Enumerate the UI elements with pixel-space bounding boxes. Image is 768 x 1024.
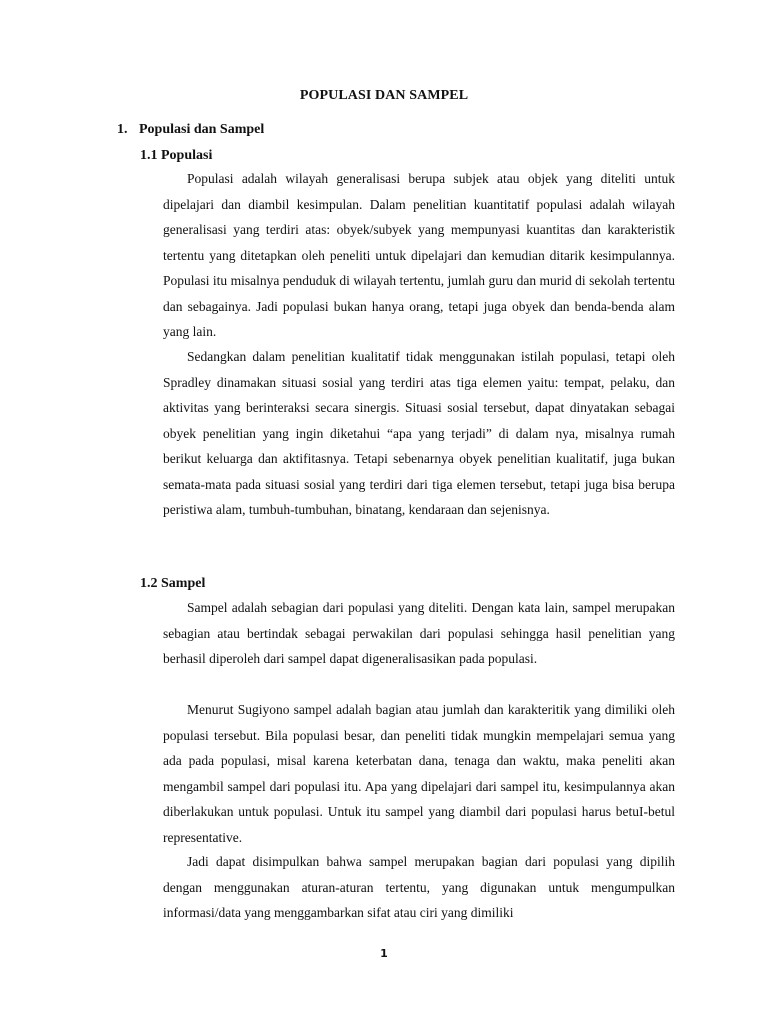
- paragraph-populasi-1: Populasi adalah wilayah generalisasi berupa subjek atau objek yang diteliti untuk dipelajari dan diambil kesimpulan. Dalam penelitian kuantitatif populasi adalah wilayah generalisasi yang terdiri atas: obyek/subyek yang mempunyasi kuantitas dan karakteristik tertentu yang ditetapkan oleh peneliti untuk dipelajari dan kemudian ditarik kesimpulannya. Populasi itu misalnya penduduk di wilayah tertentu, jumlah guru dan murid di sekolah tertentu dan sebagainya. Jadi populasi bukan hanya orang, tetapi juga obyek dan benda-benda alam yang lain.: [163, 171, 675, 339]
- subsection-heading-populasi: 1.1 Populasi: [140, 148, 213, 163]
- page-number: 1: [380, 947, 388, 960]
- paragraph-sampel-3: Jadi dapat disimpulkan bahwa sampel merupakan bagian dari populasi yang dipilih dengan menggunakan aturan-aturan tertentu, yang digunakan untuk mengumpulkan informasi/data yang menggambarkan sifat atau ciri yang dimiliki: [163, 854, 675, 920]
- section-title: Populasi dan Sampel: [139, 122, 265, 137]
- section-heading-1: [117, 122, 264, 138]
- section-number: 1.: [117, 122, 128, 137]
- subsection-heading-sampel: 1.2 Sampel: [140, 576, 206, 591]
- paragraph-sampel-1: Sampel adalah sebagian dari populasi yang diteliti. Dengan kata lain, sampel merupakan sebagian atau bertindak sebagai perwakilan dari populasi sehingga hasil penelitian yang berhasil diperoleh dari sampel dapat digeneralisasikan pada populasi.: [163, 600, 675, 666]
- paragraph-populasi-2: Sedangkan dalam penelitian kualitatif tidak menggunakan istilah populasi, tetapi oleh Spradley dinamakan situasi sosial yang terdiri atas tiga elemen yaitu: tempat, pelaku, dan aktivitas yang berinteraksi secara sinergis. Situasi sosial tersebut, dapat dinyatakan sebagai obyek penelitian yang ingin diketahui “apa yang terjadi” di dalam nya, misalnya rumah berikut keluarga dan aktifitasnya. Tetapi sebenarnya obyek penelitian kualitatif, juga bukan semata-mata pada situasi sosial yang terdiri dari tiga elemen tersebut, tetapi juga bisa berupa peristiwa alam, tumbuh-tumbuhan, binatang, kendaraan dan sejenisnya.: [163, 349, 675, 517]
- document-title: POPULASI DAN SAMPEL: [299, 88, 469, 103]
- paragraph-sampel-2: Menurut Sugiyono sampel adalah bagian atau jumlah dan karakteritik yang dimiliki oleh populasi tersebut. Bila populasi besar, dan peneliti tidak mungkin mempelajari semua yang ada pada populasi, misal karena keterbatan dana, tenaga dan waktu, maka peneliti akan mengambil sampel dari populasi itu. Apa yang dipelajari dari sampel itu, kesimpulannya akan diberlakukan untuk populasi. Untuk itu sampel yang diambil dari populasi harus betuI-betul representative.: [163, 702, 675, 845]
